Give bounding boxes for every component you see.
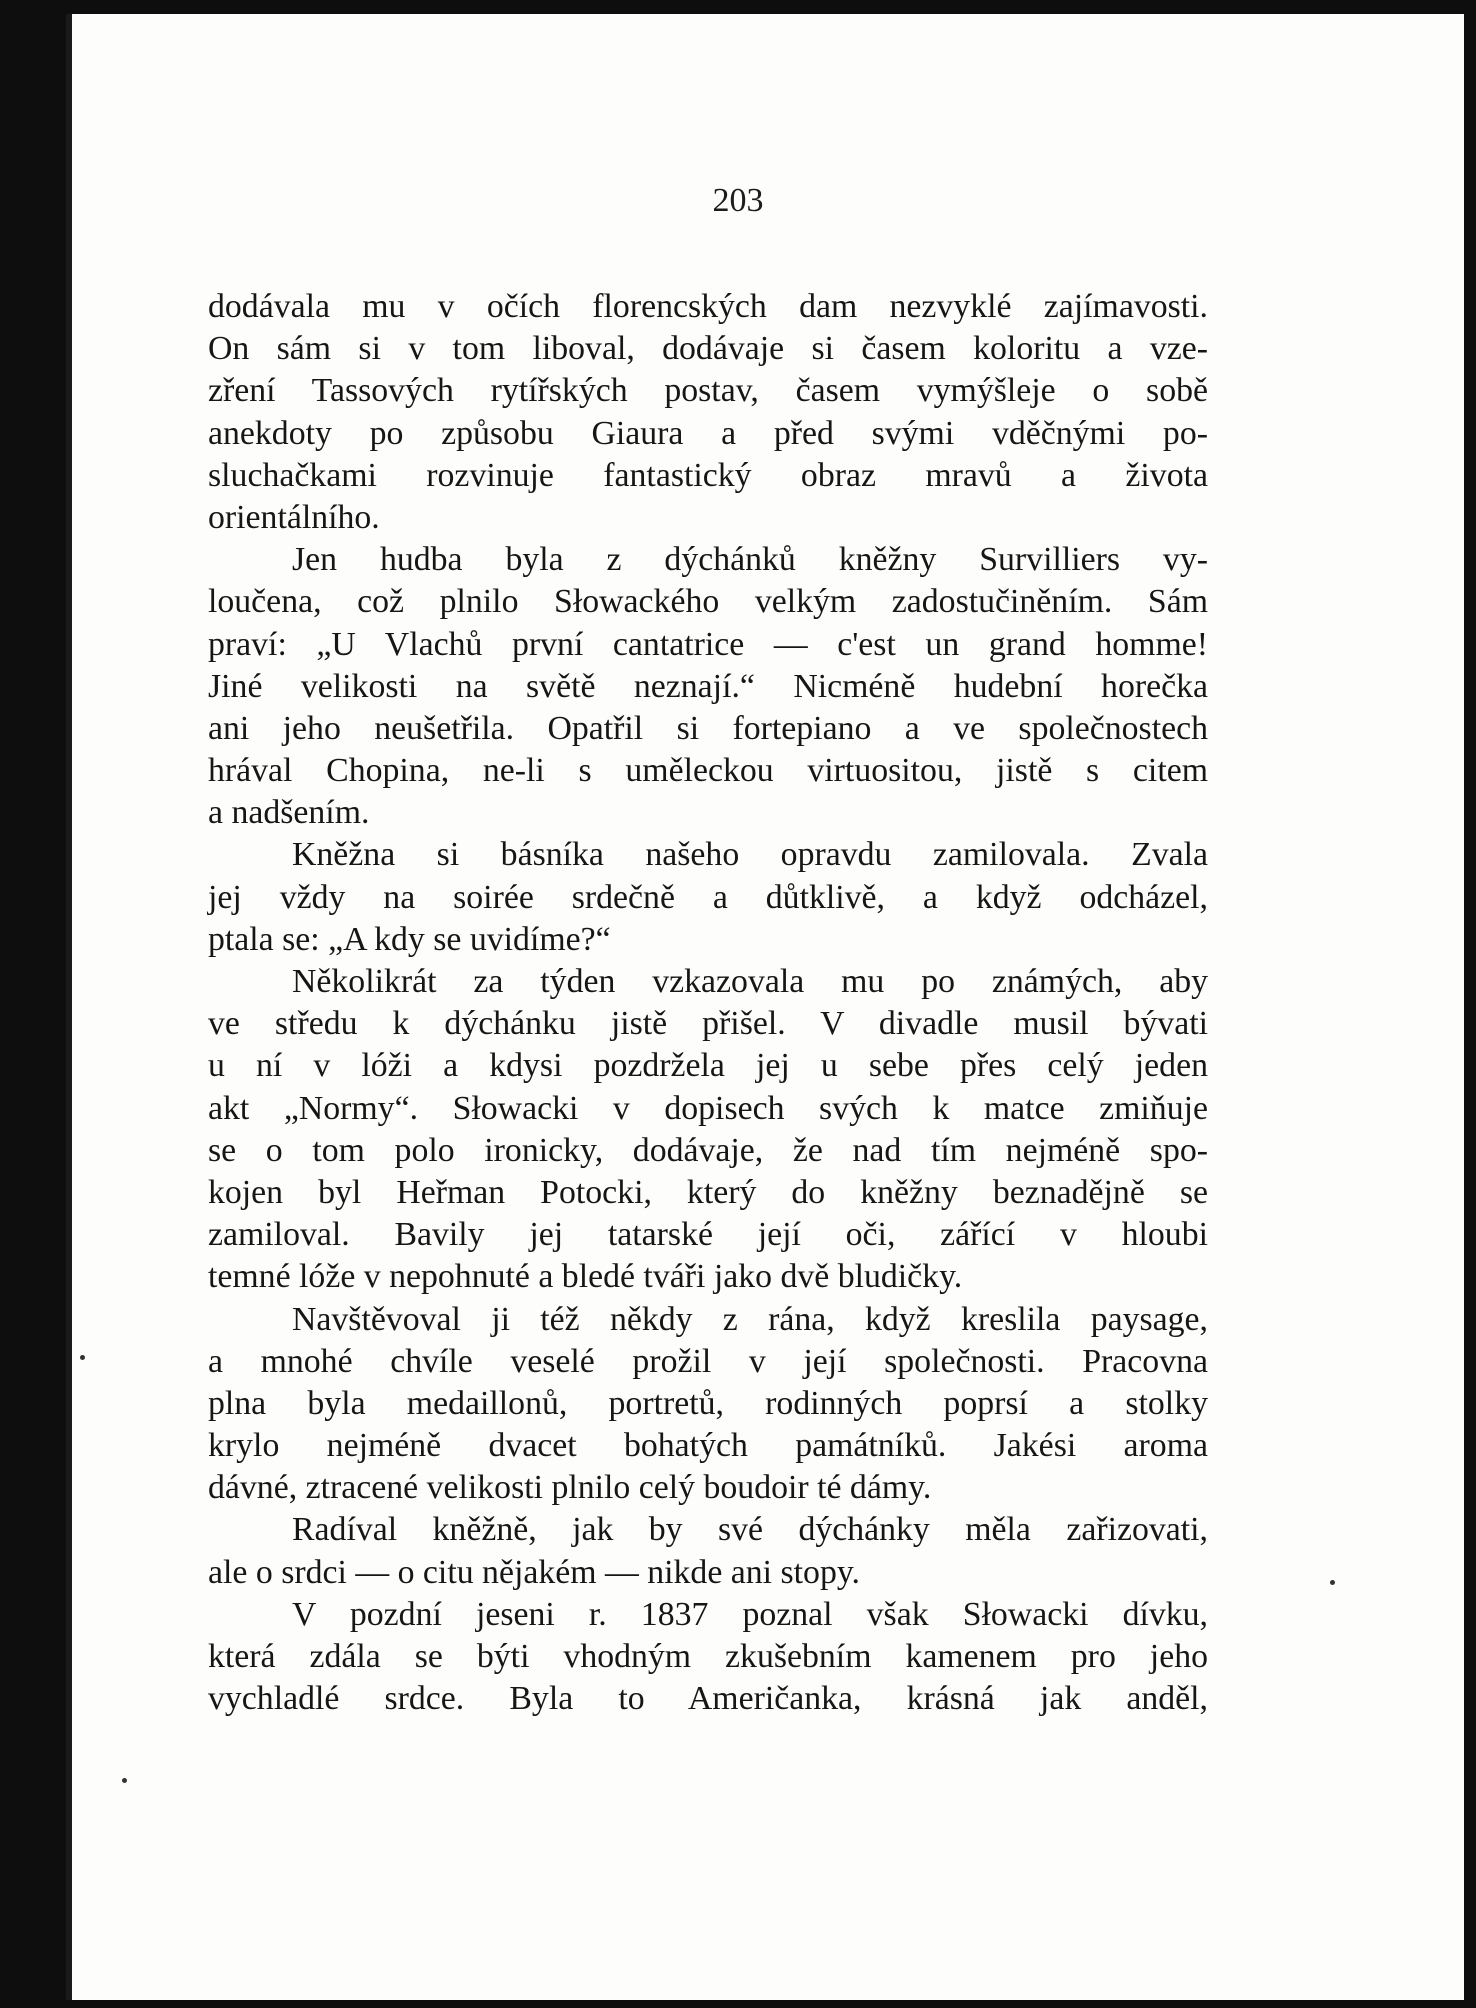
text-line: ani jeho neušetřila. Opatřil si fortepiano a ve společnostech	[208, 709, 1208, 747]
text-line: která zdála se býti vhodným zkušebním kamenem pro jeho	[208, 1638, 1208, 1675]
text-line: krylo nejméně dvacet bohatých památníků. Jakési aroma	[208, 1427, 1208, 1465]
page-number: 203	[712, 182, 764, 219]
text-line: vychladlé srdce. Byla to Američanka, krásná jak anděl,	[208, 1680, 1208, 1718]
text-line: praví: „U Vlachů první cantatrice — c'est un grand homme!	[208, 625, 1208, 663]
text-line: a nadšením.	[208, 794, 370, 832]
body-text	[208, 286, 1208, 1720]
scan-speck	[1330, 1580, 1335, 1585]
text-line: Jen hudba byla z dýchánků kněžny Survilliers vy-	[292, 541, 1208, 579]
text-line: kojen byl Heřman Potocki, který do kněžny beznadějně se	[208, 1173, 1208, 1211]
text-line: On sám si v tom liboval, dodávaje si časem koloritu a vze-	[208, 330, 1208, 368]
text-line: plna byla medaillonů, portretů, rodinných poprsí a stolky	[208, 1384, 1208, 1422]
text-line: zření Tassových rytířských postav, časem vymýšleje o sobě	[208, 372, 1208, 410]
text-line: jej vždy na soirée srdečně a důtklivě, a když odcházel,	[208, 878, 1208, 916]
page-edge-shadow	[66, 14, 72, 2000]
text-line: ale o srdci — o citu nějakém — nikde ani stopy.	[208, 1553, 860, 1591]
text-line: Kněžna si básníka našeho opravdu zamilovala. Zvala	[292, 836, 1208, 874]
scan-speck	[122, 1778, 127, 1783]
text-line: anekdoty po způsobu Giaura a před svými vděčnými po-	[208, 414, 1208, 452]
text-line: Navštěvoval ji též někdy z rána, když kreslila paysage,	[292, 1300, 1208, 1338]
text-line: se o tom polo ironicky, dodávaje, že nad tím nejméně spo-	[208, 1131, 1208, 1169]
text-line: Jiné velikosti na světě neznají.“ Nicméně hudební horečka	[208, 667, 1208, 705]
text-line: Radíval kněžně, jak by své dýchánky měla zařizovati,	[292, 1511, 1208, 1549]
text-line: dávné, ztracené velikosti plnilo celý boudoir té dámy.	[208, 1469, 932, 1507]
text-line: temné lóže v nepohnuté a bledé tváři jako dvě bludičky.	[208, 1258, 963, 1296]
scan-speck	[80, 1355, 85, 1360]
text-line: sluchačkami rozvinuje fantastický obraz mravů a života	[208, 456, 1208, 494]
text-line: hrával Chopina, ne-li s uměleckou virtuositou, jistě s citem	[208, 752, 1208, 790]
text-line: orientálního.	[208, 498, 380, 536]
text-line: zamiloval. Bavily jej tatarské její oči, zářící v hloubi	[208, 1216, 1208, 1254]
text-line: akt „Normy“. Słowacki v dopisech svých k matce zmiňuje	[208, 1089, 1208, 1127]
text-line: ve středu k dýchánku jistě přišel. V divadle musil bývati	[208, 1005, 1208, 1043]
text-line: dodávala mu v očích florencských dam nezvyklé zajímavosti.	[208, 288, 1208, 325]
text-line: a mnohé chvíle veselé prožil v její společnosti. Pracovna	[208, 1342, 1208, 1380]
text-line: u ní v lóži a kdysi pozdržela jej u sebe přes celý jeden	[208, 1047, 1208, 1085]
text-line: V pozdní jeseni r. 1837 poznal však Słowacki dívku,	[292, 1595, 1208, 1633]
text-line: Několikrát za týden vzkazovala mu po známých, aby	[292, 963, 1208, 1000]
text-line: ptala se: „A kdy se uvidíme?“	[208, 920, 611, 958]
text-line: loučena, což plnilo Słowackého velkým zadostučiněním. Sám	[208, 583, 1208, 621]
